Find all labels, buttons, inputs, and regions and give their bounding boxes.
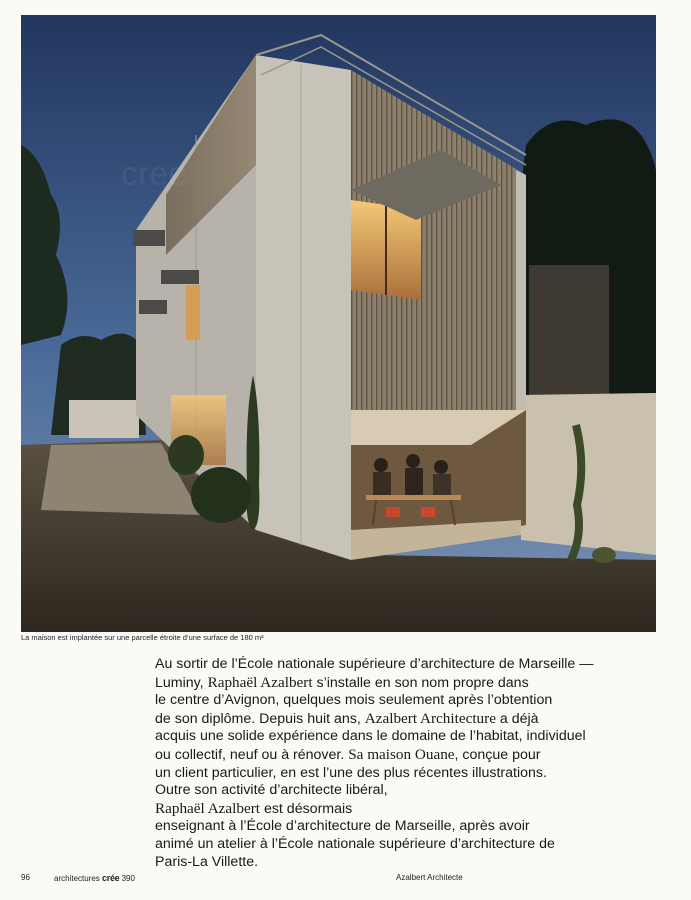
text-line: Luminy, Raphaël Azalbert s’installe en son nom propre dans (155, 673, 529, 691)
text-line: Raphaël Azalbert est désormais (155, 799, 353, 817)
text-line: Au sortir de l’École nationale supérieure d’architecture de Marseille — (155, 656, 594, 672)
text-line: ou collectif, neuf ou à rénover. Sa maison Ouane, conçue pour (155, 745, 541, 763)
house-name: Sa maison Ouane (348, 745, 455, 763)
magazine-title: architectures crée 390 (54, 873, 135, 883)
firm-name: Azalbert Architecture (364, 709, 496, 727)
photo-caption: La maison est implantée sur une parcelle étroite d’une surface de 180 m² (21, 633, 264, 642)
page-number: 96 (21, 873, 30, 882)
text-line: Outre son activité d’architecte libéral, (155, 782, 388, 799)
text-line: enseignant à l’École d’architecture de Marseille, après avoir (155, 818, 530, 835)
magazine-brand: crée (102, 873, 120, 883)
article-paragraph (155, 656, 655, 871)
text-line: de son diplôme. Depuis huit ans, Azalbert Architecture a déjà (155, 709, 539, 727)
text-line: animé un atelier à l’École nationale supérieure d’architecture de (155, 835, 555, 852)
text-line: acquis une solide expérience dans le domaine de l’habitat, individuel (155, 728, 586, 745)
svg-text:cree: cree (121, 155, 188, 193)
house-photo (21, 15, 656, 632)
issue-number: 390 (121, 874, 135, 883)
text-line: Paris-La Villette. (155, 853, 259, 870)
architect-name: Raphaël Azalbert (207, 673, 313, 691)
text-line: un client particulier, en est l’une des plus récentes illustrations. (155, 764, 547, 781)
architect-name: Raphaël Azalbert (155, 799, 260, 817)
page-footer (21, 873, 661, 887)
text-line: le centre d’Avignon, quelques mois seulement après l’obtention (155, 692, 553, 709)
footer-architect: Azalbert Architecte (396, 873, 463, 882)
